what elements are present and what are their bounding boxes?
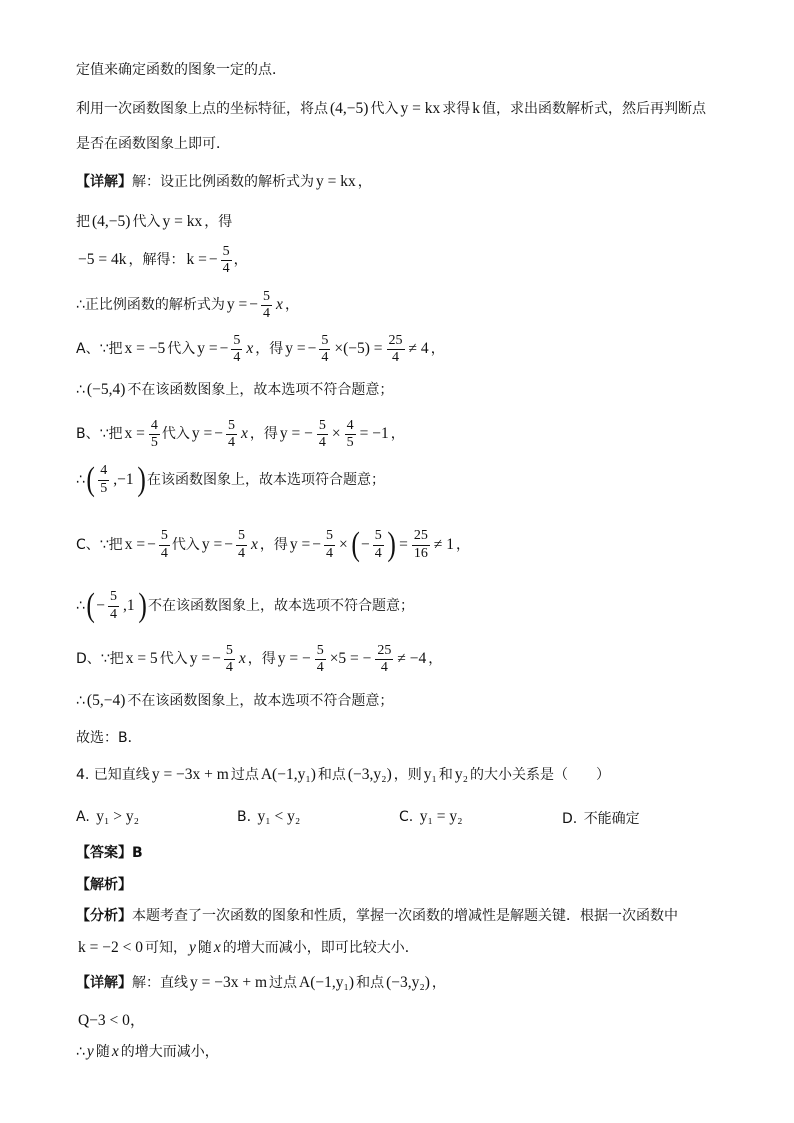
text-line <box>76 418 405 451</box>
text: ∴ <box>76 381 85 398</box>
left-paren: ( <box>351 526 360 563</box>
right-paren: ) <box>138 587 147 624</box>
minus-sign: − <box>224 535 233 553</box>
math-var <box>241 425 248 444</box>
math-equation: y = − <box>277 650 311 668</box>
text-line <box>76 213 232 232</box>
math-value: ,1 <box>123 596 135 614</box>
fraction <box>236 528 247 561</box>
numerator: 4 <box>98 463 109 480</box>
right-paren: ) <box>387 526 396 563</box>
text: ∴正比例函数的解析式为 <box>76 297 225 314</box>
var-x: x <box>111 1043 119 1060</box>
text: 的增大而减小，即可比较大小． <box>222 939 419 956</box>
math-equation: y = <box>201 535 223 553</box>
numerator: 5 <box>261 289 272 306</box>
text: C、∵把 <box>76 536 123 553</box>
text: D、∵把 <box>76 651 124 668</box>
math-var <box>189 939 196 958</box>
math-var: y₂ <box>454 766 469 783</box>
text: ， <box>233 252 248 269</box>
math-value: ,−1 <box>113 470 134 488</box>
choice-label: C. <box>399 809 414 825</box>
numerator: 25 <box>412 528 430 545</box>
text: 是否在函数图象上即可． <box>76 136 230 152</box>
numerator: 5 <box>108 589 119 606</box>
denominator: 4 <box>374 545 382 561</box>
equals: = <box>399 535 408 553</box>
math-equation: ≠ −4 <box>397 650 427 668</box>
var-y: y <box>86 1043 94 1060</box>
text-line <box>76 908 678 925</box>
fraction <box>108 589 119 622</box>
var-x: x <box>238 650 246 668</box>
denominator: 4 <box>318 435 326 451</box>
text: 值，求出函数解析式，然后再判断点 <box>481 100 706 117</box>
text-line <box>76 173 372 192</box>
text: ，得 <box>255 341 284 358</box>
text: 代入 <box>171 536 200 553</box>
denominator: 4 <box>228 435 236 451</box>
denominator: 5 <box>100 480 108 496</box>
fraction <box>224 643 235 676</box>
minus-sign: − <box>96 596 105 614</box>
text: 解：设正比例函数的解析式为 <box>132 173 314 190</box>
text: ，得 <box>259 536 288 553</box>
math-equation: ×5 = − <box>329 650 372 668</box>
math-equation: ≠ 1 <box>433 535 454 553</box>
math-equation: y = <box>197 340 218 358</box>
math-var <box>246 340 253 359</box>
numerator: 4 <box>345 418 356 435</box>
text-line <box>76 643 442 676</box>
numerator: 5 <box>231 333 242 350</box>
text-line <box>76 1012 147 1031</box>
times-sign: × <box>338 535 348 553</box>
denominator: 4 <box>160 545 168 561</box>
numerator: 4 <box>149 418 160 435</box>
text: 求得 <box>442 100 471 117</box>
left-paren: ( <box>86 461 95 498</box>
math-equation: k = <box>186 251 207 269</box>
var-x: x <box>250 535 258 553</box>
math-equation: x = −5 <box>124 340 166 358</box>
math-equation: y = <box>289 535 311 553</box>
numerator: 5 <box>317 418 328 435</box>
right-paren: ) <box>137 461 146 498</box>
times-sign: × <box>331 425 341 443</box>
choice-label: B. <box>237 809 252 825</box>
text: 过点 <box>269 974 298 991</box>
math-equation: −5 = 4k <box>78 251 127 269</box>
denominator: 5 <box>346 435 354 451</box>
math-equation: y = − <box>279 425 313 443</box>
text: 和点 <box>317 766 346 783</box>
section-tag: 【详解】 <box>76 974 132 991</box>
denominator: 4 <box>380 660 388 676</box>
text: 不在该函数图象上，故本选项不符合题意； <box>127 381 394 398</box>
var-x: x <box>241 425 248 443</box>
fraction <box>319 333 330 366</box>
choice-text: y₁ < y₂ <box>257 808 301 825</box>
minus-sign: − <box>219 340 229 358</box>
math-point: A(−1,y₁) <box>260 766 316 783</box>
fraction <box>375 643 393 676</box>
math-equation: y = kx <box>162 213 203 230</box>
text: ， <box>428 651 443 668</box>
math-equation: ×(−5) = <box>334 340 383 358</box>
fraction <box>373 528 384 561</box>
denominator: 4 <box>316 660 324 676</box>
denominator: 4 <box>237 545 245 561</box>
text-line <box>76 289 299 322</box>
text: 代入 <box>159 651 188 668</box>
text: ， <box>456 536 470 553</box>
math-var <box>87 1043 94 1062</box>
math-point: (4,−5) <box>92 213 131 230</box>
numerator: 5 <box>373 528 384 545</box>
text: 本题考查了一次函数的图象和性质，掌握一次函数的增减性是解题关键．根据一次函数中 <box>132 908 678 924</box>
numerator: 5 <box>236 528 247 545</box>
math-var <box>276 296 283 315</box>
math-equation: y = <box>226 296 248 314</box>
math-equation: y = kx <box>316 173 356 190</box>
choice-label: A. <box>76 809 90 825</box>
text: ，解得： <box>128 252 185 269</box>
text-line <box>76 100 706 119</box>
text-line <box>76 939 419 958</box>
var-y: y <box>188 939 196 956</box>
text-line <box>76 463 385 497</box>
minus-sign: − <box>214 425 224 443</box>
analysis-heading <box>76 877 132 894</box>
math-equation: ≠ 4 <box>408 340 429 358</box>
text: 故选：B． <box>76 730 142 746</box>
text: ，得 <box>247 651 276 668</box>
section-tag: 【详解】 <box>76 173 132 190</box>
math-var <box>239 650 246 669</box>
math-equation: y = <box>189 650 211 668</box>
text: 利用一次函数图象上点的坐标特征，将点 <box>76 100 328 117</box>
minus-sign: − <box>307 340 317 358</box>
numerator: 5 <box>319 333 330 350</box>
math-equation: y = <box>191 425 213 443</box>
choice-label: D. <box>562 811 578 827</box>
text: B、∵把 <box>76 426 123 443</box>
text: ，则 <box>393 766 422 783</box>
text-line <box>76 692 393 711</box>
text-line <box>76 333 445 366</box>
text: 在该函数图象上，故本选项符合题意； <box>146 471 385 488</box>
text: 不在该函数图象上，故本选项不符合题意； <box>127 692 394 709</box>
text: 把 <box>76 213 90 230</box>
text: 代入 <box>370 100 399 117</box>
text: 可知， <box>144 939 187 956</box>
fraction <box>387 333 405 366</box>
fraction <box>159 528 170 561</box>
minus-sign: − <box>361 535 370 553</box>
text: 随 <box>95 1043 110 1060</box>
math-point: (−3,y₂) <box>347 766 392 783</box>
text-line <box>76 730 142 747</box>
fraction <box>261 289 272 322</box>
answer-line <box>76 845 143 862</box>
minus-sign: − <box>208 251 218 269</box>
choice-c <box>399 808 465 826</box>
choice-d <box>562 808 640 828</box>
text: 4. 已知直线 <box>76 766 150 783</box>
fraction <box>226 418 237 451</box>
math-var: y₁ <box>423 766 437 783</box>
text: ∴ <box>76 692 85 709</box>
math-equation: x = <box>124 425 145 443</box>
math-var <box>112 1043 119 1062</box>
math-point: (5,−4) <box>86 692 126 709</box>
math-equation: Q−3 < 0， <box>78 1012 146 1029</box>
choice-text: 不能确定 <box>583 811 640 827</box>
math-equation: y = <box>285 340 306 358</box>
text: ∴ <box>76 1043 85 1060</box>
text: 的增大而减小， <box>120 1043 219 1060</box>
math-equation: k = −2 < 0 <box>78 939 143 956</box>
denominator: 4 <box>222 261 230 277</box>
question-stem <box>76 766 610 785</box>
answer: 【答案】B <box>76 845 143 861</box>
math-var <box>251 536 258 555</box>
text: 定值来确定函数的图象一定的点． <box>76 62 286 78</box>
text: 代入 <box>167 341 196 358</box>
fraction <box>221 244 232 277</box>
text: 和点 <box>356 974 385 991</box>
text: ∴ <box>76 597 85 614</box>
math-equation: = −1 <box>359 425 389 443</box>
math-equation: y = kx <box>400 100 441 117</box>
denominator: 4 <box>321 350 329 366</box>
denominator: 4 <box>110 606 117 622</box>
text-line <box>76 1043 219 1062</box>
math-equation: y = −3x + m <box>190 974 268 991</box>
denominator: 4 <box>225 660 233 676</box>
minus-sign: − <box>212 650 221 668</box>
var-x: x <box>246 340 254 358</box>
math-point: (−5,4) <box>86 381 126 398</box>
text: 过点 <box>230 766 259 783</box>
minus-sign: − <box>249 296 259 314</box>
numerator: 5 <box>226 418 237 435</box>
choice-text: y₁ > y₂ <box>96 808 140 825</box>
text: ∴ <box>76 471 85 488</box>
math-point: (4,−5) <box>330 100 369 117</box>
numerator: 25 <box>375 643 393 660</box>
minus-sign: − <box>147 535 156 553</box>
fraction <box>315 643 326 676</box>
choice-b <box>237 808 302 826</box>
text: ， <box>390 426 405 443</box>
text: 代入 <box>132 213 161 230</box>
choice-a <box>76 808 141 826</box>
fraction <box>324 528 335 561</box>
math-var: k <box>472 100 480 117</box>
numerator: 5 <box>224 643 235 660</box>
fraction <box>412 528 430 561</box>
denominator: 4 <box>392 350 400 366</box>
denominator: 4 <box>325 545 333 561</box>
denominator: 16 <box>413 545 428 561</box>
var-x: x <box>213 939 221 956</box>
text: 随 <box>197 939 212 956</box>
minus-sign: − <box>312 535 321 553</box>
text-line <box>76 136 230 153</box>
math-equation: x = <box>124 535 146 553</box>
text: 不在该函数图象上，故本选项不符合题意； <box>147 597 414 614</box>
numerator: 5 <box>221 244 232 261</box>
fraction <box>317 418 328 451</box>
text: 代入 <box>161 426 190 443</box>
text: 解：直线 <box>132 974 188 991</box>
text: ，得 <box>249 426 278 443</box>
section-tag: 【解析】 <box>76 877 132 893</box>
numerator: 5 <box>315 643 326 660</box>
text-line <box>76 589 414 623</box>
left-paren: ( <box>86 587 95 624</box>
fraction <box>231 333 242 366</box>
choice-text: y₁ = y₂ <box>419 808 463 825</box>
numerator: 25 <box>387 333 405 350</box>
math-var <box>214 939 221 958</box>
text: ， <box>431 974 446 991</box>
text-line <box>76 974 446 993</box>
section-tag: 【分析】 <box>76 908 132 924</box>
fraction <box>345 418 356 451</box>
var-x: x <box>276 296 283 314</box>
math-point: A(−1,y₁) <box>299 974 355 991</box>
math-equation: x = 5 <box>125 650 158 668</box>
fraction <box>149 418 160 451</box>
text-line <box>76 528 470 562</box>
denominator: 4 <box>233 350 241 366</box>
fraction <box>98 463 109 496</box>
text: 和 <box>438 766 453 783</box>
numerator: 5 <box>159 528 170 545</box>
text-line <box>76 62 286 79</box>
numerator: 5 <box>324 528 335 545</box>
text-line <box>76 244 248 277</box>
text: ， <box>430 341 445 358</box>
text: ， <box>357 173 372 190</box>
text: A、∵把 <box>76 341 123 358</box>
denominator: 5 <box>150 435 158 451</box>
text: 的大小关系是（ ） <box>470 766 611 783</box>
text-line <box>76 381 393 400</box>
math-point: (−3,y₂) <box>386 974 430 991</box>
text: ，得 <box>204 213 233 230</box>
math-equation: y = −3x + m <box>151 766 229 783</box>
denominator: 4 <box>263 306 271 322</box>
text: ， <box>284 297 299 314</box>
